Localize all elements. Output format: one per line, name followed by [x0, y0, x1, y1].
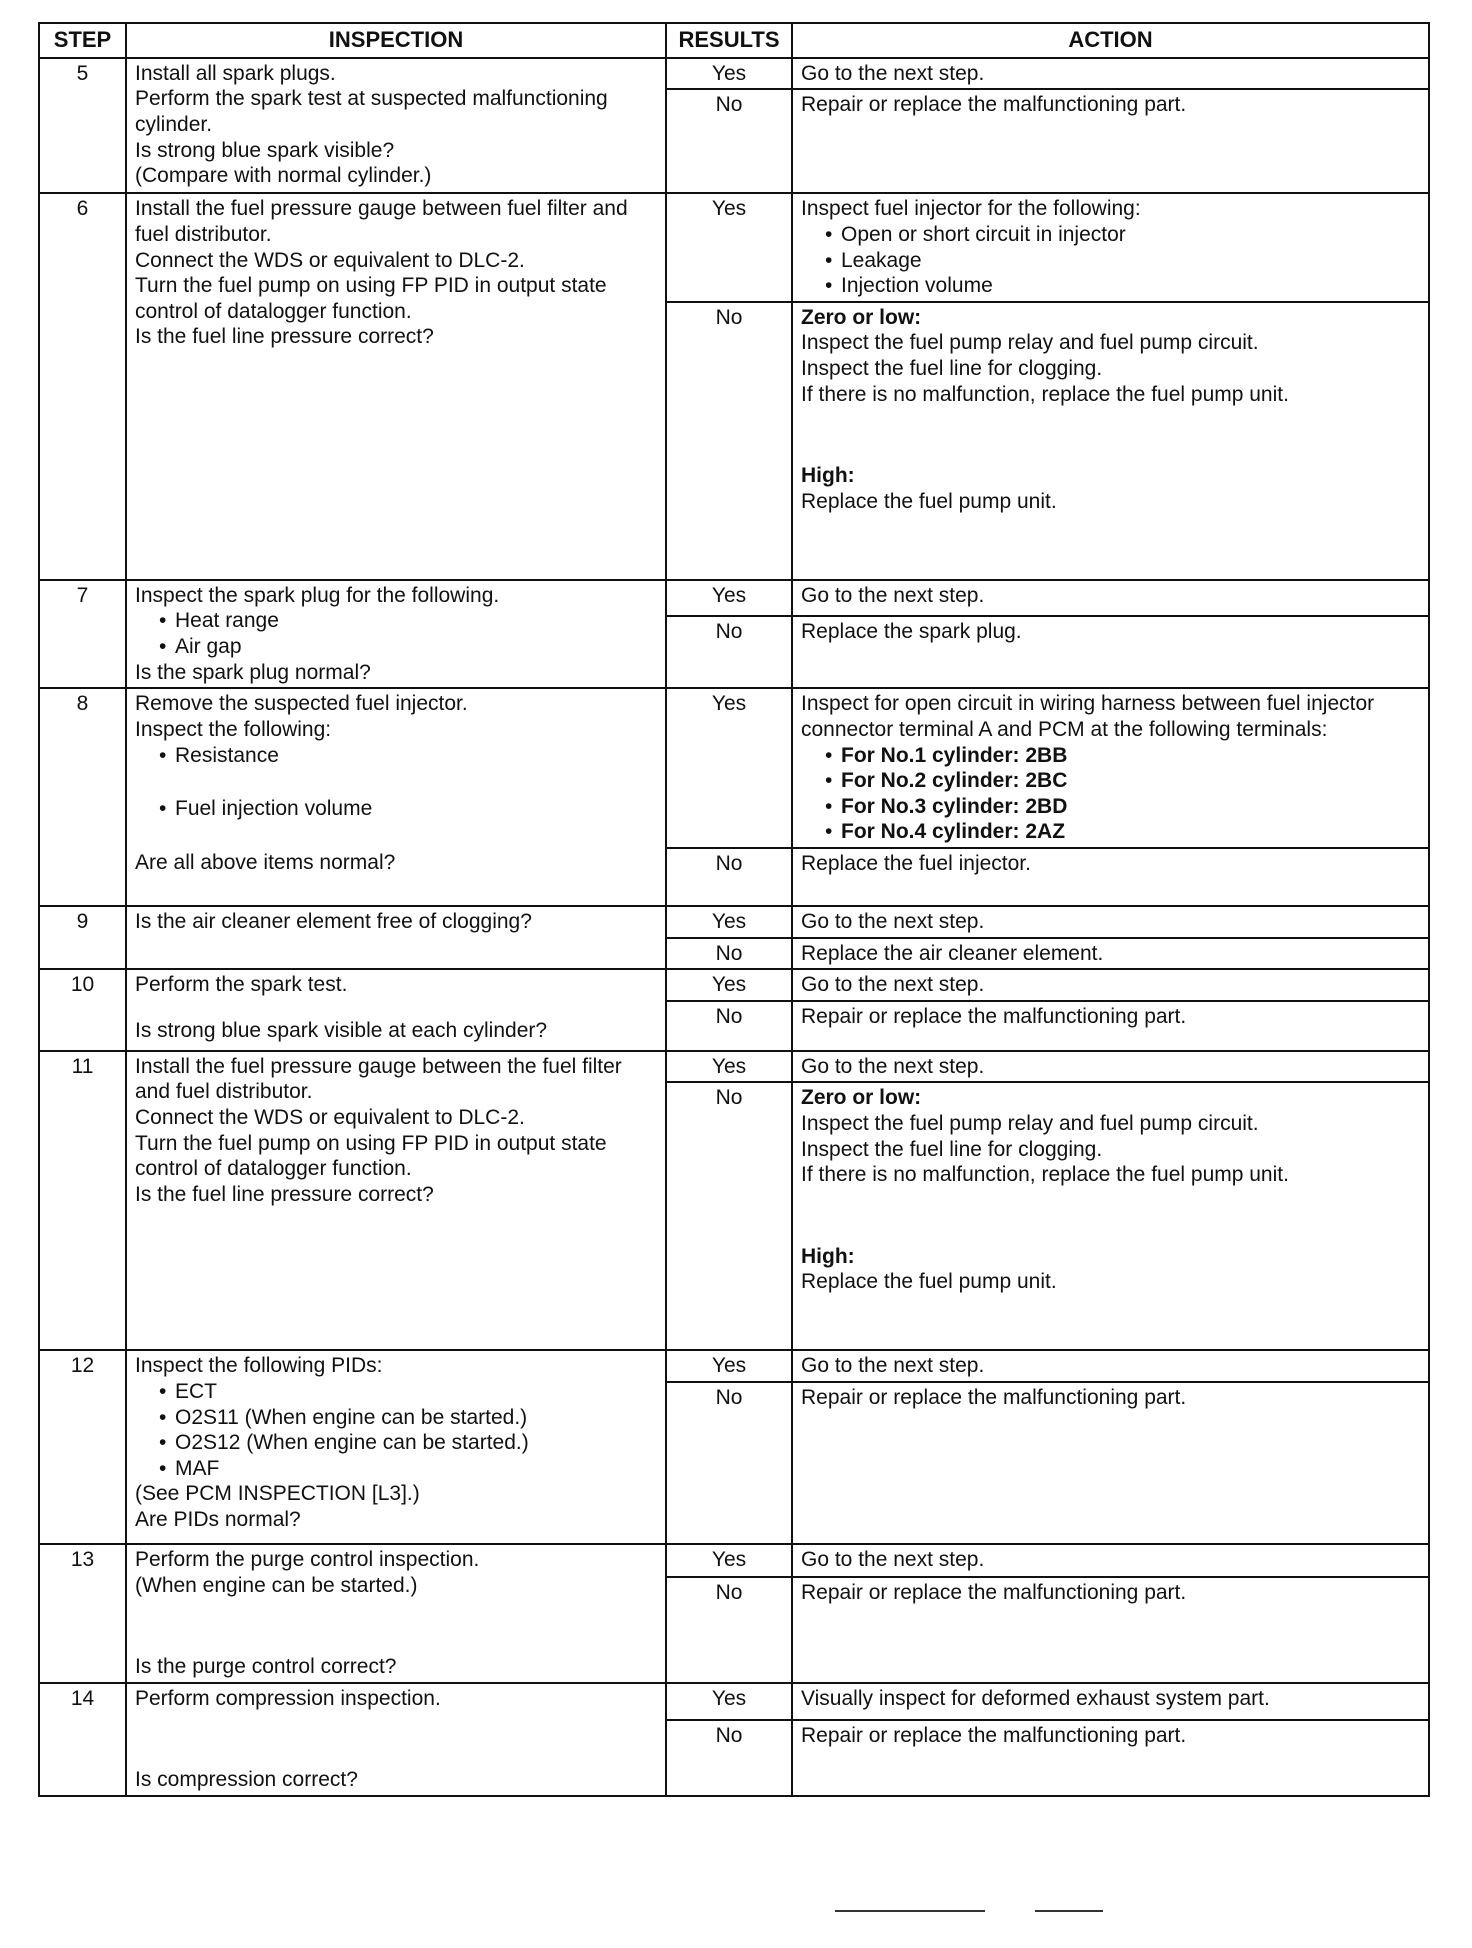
- result-no: No: [666, 1720, 792, 1796]
- table-row: [39, 906, 1429, 938]
- action-line: Replace the fuel pump unit.: [801, 1270, 1057, 1294]
- action-yes: Go to the next step.: [792, 1051, 1429, 1083]
- inspection-line: Perform compression inspection.: [135, 1686, 441, 1710]
- inspection-line: Inspect the following PIDs:: [135, 1354, 383, 1378]
- inspection-cell: [126, 969, 666, 1051]
- spacer: [135, 822, 657, 850]
- inspection-bullet: • Heat range: [159, 608, 657, 634]
- inspection-bullet: • ECT: [159, 1379, 657, 1405]
- table-row: [39, 193, 1429, 301]
- action-bullet: • Leakage: [825, 248, 1420, 274]
- action-bullet-list: [801, 222, 1420, 299]
- inspection-question: Is compression correct?: [135, 1768, 358, 1792]
- step-number: 9: [39, 906, 126, 969]
- inspection-line: (When engine can be started.): [135, 1573, 418, 1597]
- inspection-cell: [126, 193, 666, 579]
- inspection-line: Perform the spark test.: [135, 973, 348, 997]
- inspection-line: Install the fuel pressure gauge between fuel filter and fuel distributor.: [135, 197, 628, 247]
- action-line: If there is no malfunction, replace the fuel pump unit.: [801, 382, 1289, 406]
- header-inspection: INSPECTION: [126, 23, 666, 58]
- inspection-bullet-list: [135, 743, 657, 769]
- inspection-cell: [126, 1350, 666, 1544]
- diagnostic-procedure-page: [38, 22, 1430, 1797]
- inspection-line: Is strong blue spark visible?: [135, 138, 395, 162]
- action-bullet-text: For No.2 cylinder: 2BC: [841, 769, 1068, 793]
- result-yes: Yes: [666, 580, 792, 616]
- table-row: [39, 1350, 1429, 1382]
- action-no: Replace the fuel injector.: [792, 848, 1429, 906]
- action-bullet: [825, 743, 1420, 769]
- spacer: [135, 1598, 657, 1654]
- action-line: Inspect the fuel line for clogging.: [801, 1137, 1103, 1161]
- result-no: No: [666, 1577, 792, 1683]
- inspection-line: Connect the WDS or equivalent to DLC-2.: [135, 1106, 525, 1130]
- action-no: Replace the air cleaner element.: [792, 938, 1429, 970]
- result-yes: Yes: [666, 58, 792, 90]
- table-row: [39, 580, 1429, 616]
- inspection-line: Perform the spark test at suspected malfunctioning cylinder.: [135, 87, 608, 137]
- result-no: No: [666, 1382, 792, 1544]
- inspection-line: Turn the fuel pump on using FP PID in output state control of datalogger function.: [135, 274, 607, 323]
- step-number: 7: [39, 580, 126, 688]
- action-line: Inspect the fuel pump relay and fuel pump circuit.: [801, 331, 1259, 355]
- inspection-question: Are PIDs normal?: [135, 1508, 301, 1532]
- inspection-line: Perform the purge control inspection.: [135, 1548, 480, 1572]
- spacer: [135, 998, 657, 1018]
- footer-rule: [1035, 1910, 1103, 1912]
- spacer: [135, 1711, 657, 1767]
- inspection-cell: [126, 1683, 666, 1796]
- action-line: If there is no malfunction, replace the fuel pump unit.: [801, 1163, 1289, 1187]
- inspection-cell: [126, 1544, 666, 1683]
- inspection-bullet: • O2S11 (When engine can be started.): [159, 1405, 657, 1431]
- table-row: [39, 58, 1429, 90]
- result-yes: Yes: [666, 1350, 792, 1382]
- diagnostic-table: [38, 22, 1430, 1797]
- result-yes: Yes: [666, 969, 792, 1001]
- table-row: [39, 1683, 1429, 1720]
- inspection-line: Inspect the following:: [135, 717, 332, 741]
- action-heading: Zero or low:: [801, 1086, 922, 1110]
- action-yes: [792, 688, 1429, 848]
- action-line: Replace the fuel pump unit.: [801, 489, 1057, 513]
- inspection-bullet: • MAF: [159, 1456, 657, 1482]
- action-yes: Go to the next step.: [792, 58, 1429, 90]
- action-yes: Visually inspect for deformed exhaust system part.: [792, 1683, 1429, 1720]
- action-heading: High:: [801, 464, 855, 488]
- inspection-bullet: • Air gap: [159, 634, 657, 660]
- inspection-line: Install all spark plugs.: [135, 61, 336, 85]
- table-header: [39, 23, 1429, 58]
- inspection-line: Is the fuel line pressure correct?: [135, 325, 434, 349]
- action-bullet: [825, 819, 1420, 845]
- action-no: Repair or replace the malfunctioning part.: [792, 1382, 1429, 1544]
- result-no: No: [666, 848, 792, 906]
- action-bullet: • Open or short circuit in injector: [825, 222, 1420, 248]
- inspection-bullet: • O2S12 (When engine can be started.): [159, 1430, 657, 1456]
- result-no: No: [666, 1001, 792, 1051]
- inspection-line: Turn the fuel pump on using FP PID in output state control of datalogger function.: [135, 1131, 607, 1181]
- result-yes: Yes: [666, 1544, 792, 1577]
- step-number: 12: [39, 1350, 126, 1544]
- result-yes: Yes: [666, 193, 792, 301]
- action-yes: Go to the next step.: [792, 580, 1429, 616]
- action-yes: [792, 193, 1429, 301]
- spacer: [135, 768, 657, 796]
- table-row: [39, 688, 1429, 848]
- inspection-bullet-list: [135, 608, 657, 659]
- inspection-cell: [126, 1051, 666, 1351]
- inspection-question: Is the spark plug normal?: [135, 660, 371, 684]
- inspection-question: Are all above items normal?: [135, 850, 396, 874]
- step-number: 6: [39, 193, 126, 579]
- inspection-bullet-list: [135, 796, 657, 822]
- action-yes: Go to the next step.: [792, 1350, 1429, 1382]
- action-heading: Zero or low:: [801, 305, 922, 329]
- step-number: 13: [39, 1544, 126, 1683]
- action-no: Repair or replace the malfunctioning part.: [792, 89, 1429, 193]
- inspection-line: Connect the WDS or equivalent to DLC-2.: [135, 248, 525, 272]
- header-results: RESULTS: [666, 23, 792, 58]
- action-bullet-text: For No.3 cylinder: 2BD: [841, 794, 1068, 818]
- action-no: Repair or replace the malfunctioning part.: [792, 1720, 1429, 1796]
- inspection-bullet: • Resistance: [159, 743, 657, 769]
- action-no: [792, 302, 1429, 580]
- action-bullet: [825, 794, 1420, 820]
- footer-rule: [835, 1910, 985, 1912]
- inspection-bullet-list: [135, 1379, 657, 1481]
- inspection-line: Is the fuel line pressure correct?: [135, 1182, 434, 1206]
- result-no: No: [666, 1082, 792, 1350]
- inspection-cell: [126, 58, 666, 194]
- action-bullet-list: [801, 743, 1420, 845]
- spacer: [801, 407, 1420, 463]
- action-yes: Go to the next step.: [792, 969, 1429, 1001]
- result-yes: Yes: [666, 1683, 792, 1720]
- step-number: 14: [39, 1683, 126, 1796]
- inspection-line: Remove the suspected fuel injector.: [135, 692, 468, 716]
- action-bullet-text: For No.4 cylinder: 2AZ: [841, 820, 1066, 844]
- inspection-question: Is strong blue spark visible at each cylinder?: [135, 1018, 548, 1042]
- inspection-line: Inspect the spark plug for the following.: [135, 583, 500, 607]
- table-row: [39, 1051, 1429, 1083]
- result-no: No: [666, 938, 792, 970]
- action-intro: Inspect fuel injector for the following:: [801, 197, 1141, 221]
- action-line: Inspect the fuel line for clogging.: [801, 357, 1103, 381]
- result-no: No: [666, 302, 792, 580]
- result-yes: Yes: [666, 906, 792, 938]
- header-action: ACTION: [792, 23, 1429, 58]
- action-yes: Go to the next step.: [792, 906, 1429, 938]
- action-no: [792, 1082, 1429, 1350]
- action-bullet: [825, 768, 1420, 794]
- inspection-cell: [126, 580, 666, 688]
- action-no: Repair or replace the malfunctioning part.: [792, 1577, 1429, 1683]
- result-no: No: [666, 616, 792, 688]
- action-heading: High:: [801, 1244, 855, 1268]
- header-step: STEP: [39, 23, 126, 58]
- step-number: 11: [39, 1051, 126, 1351]
- inspection-cell: Is the air cleaner element free of clogging?: [126, 906, 666, 969]
- result-no: No: [666, 89, 792, 193]
- spacer: [801, 1188, 1420, 1244]
- action-line: Inspect the fuel pump relay and fuel pump circuit.: [801, 1112, 1259, 1136]
- inspection-line: Install the fuel pressure gauge between the fuel filter and fuel distributor.: [135, 1054, 622, 1104]
- action-yes: Go to the next step.: [792, 1544, 1429, 1577]
- action-bullet-text: For No.1 cylinder: 2BB: [841, 743, 1068, 767]
- inspection-line: (See PCM INSPECTION [L3].): [135, 1482, 420, 1506]
- inspection-bullet: • Fuel injection volume: [159, 796, 657, 822]
- result-yes: Yes: [666, 1051, 792, 1083]
- table-row: [39, 1544, 1429, 1577]
- step-number: 5: [39, 58, 126, 194]
- step-number: 8: [39, 688, 126, 906]
- step-number: 10: [39, 969, 126, 1051]
- action-no: Repair or replace the malfunctioning part.: [792, 1001, 1429, 1051]
- action-intro: Inspect for open circuit in wiring harness between fuel injector connector terminal A and PCM at the following terminals:: [801, 692, 1375, 741]
- result-yes: Yes: [666, 688, 792, 848]
- action-bullet: • Injection volume: [825, 273, 1420, 299]
- table-row: [39, 969, 1429, 1001]
- inspection-cell: [126, 688, 666, 906]
- inspection-question: Is the purge control correct?: [135, 1655, 397, 1679]
- action-no: Replace the spark plug.: [792, 616, 1429, 688]
- inspection-line: (Compare with normal cylinder.): [135, 164, 432, 188]
